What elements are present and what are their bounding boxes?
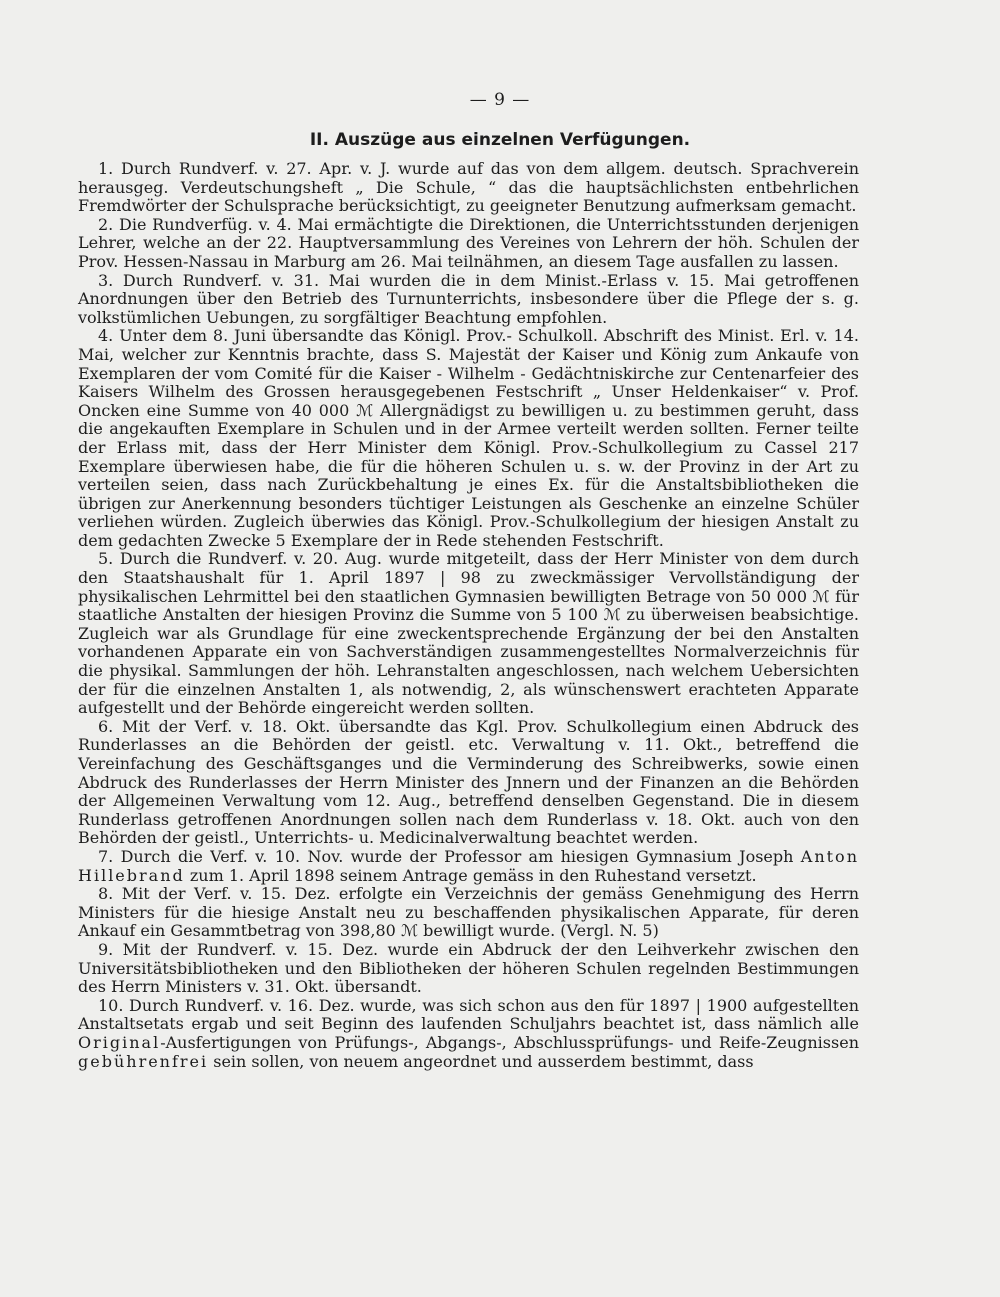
paragraph-4: 4. Unter dem 8. Juni übersandte das Königl. Prov.- Schulkoll. Abschrift des Minist. Erl. v. 14. Mai, welcher zur Kenntnis brachte, dass S. Majestät der Kaiser und König zum Ankaufe von Exemplaren der vom Comité für die Kaiser - Wilhelm - Gedächtniskirche zur Centenarfeier des Kaisers Wilhelm des Grossen herausgegebenen Festschrift „ Unser Heldenkaiser“ v. Prof. Oncken eine Summe von 40 000 ℳ Allergnädigst zu bewilligen u. zu bestimmen geruht, dass die angekauften Exemplare in Schulen und in der Armee verteilt werden sollten. Ferner teilte der Erlass mit, dass der Herr Minister dem Königl. Prov.-Schulkollegium zu Cassel 217 Exemplare überwiesen habe, die für die höheren Schulen u. s. w. der Provinz in der Art zu verteilen seien, dass nach Zurückbehaltung je eines Ex. für die Anstaltsbibliotheken die übrigen zur Anerkennung besonders tüchtiger Leistungen als Geschenke an einzelne Schüler verliehen würden. Zugleich überwies das Königl. Prov.-Schulkollegium der hiesigen Anstalt zu dem gedachten Zwecke 5 Exemplare der in Rede stehenden Festschrift. (78, 326, 859, 550)
paragraph-7-text: 7. Durch die Verf. v. 10. Nov. wurde der Professor am hiesigen Gymnasium Joseph (98, 846, 801, 866)
paragraph-10 (78, 997, 859, 1071)
paragraph-3: 3. Durch Rundverf. v. 31. Mai wurden die in dem Minist.-Erlass v. 15. Mai getroffenen Anordnungen über den Betrieb des Turnunterrichts, insbesondere über die Pflege der s. g. volkstümlichen Uebungen, zu sorgfältiger Beachtung empfohlen. (78, 270, 859, 327)
page-number: — 9 — (469, 90, 531, 110)
paragraph-9: 9. Mit der Rundverf. v. 15. Dez. wurde ein Abdruck der den Leihverkehr zwischen den Universitätsbibliotheken und den Bibliotheken der höheren Schulen regelnden Bestimmungen des Herrn Ministers v. 31. Okt. übersandt. (78, 939, 859, 997)
paragraph-10-text: 10. Durch Rundverf. v. 16. Dez. wurde, was sich schon aus den für 1897 | 1900 aufgestellten Anstaltsetats ergab und seit Beginn des laufenden Schuljahrs beachtet ist, dass nämlich alle (78, 995, 859, 1034)
paragraph-5: 5. Durch die Rundverf. v. 20. Aug. wurde mitgeteilt, dass der Herr Minister von dem durch den Staatshaushalt für 1. April 1897 | 98 zu zweckmässiger Vervollständigung der physikalischen Lehrmittel bei den staatlichen Gymnasien bewilligten Betrage von 50 000 ℳ für staatliche Anstalten der hiesigen Provinz die Summe von 5 100 ℳ zu überweisen beabsichtige. Zugleich war als Grundlage für eine zweckentsprechende Ergänzung der bei den Anstalten vorhandenen Apparate ein von Sachverständigen zusammengestelltes Normalverzeichnis für die physikal. Sammlungen der höh. Lehranstalten angeschlossen, nach welchem Uebersichten der für die einzelnen Anstalten 1, als notwendig, 2, als wünschenswert erachteten Apparate aufgestellt und der Behörde eingereicht werden sollten. (78, 549, 859, 718)
paragraph-10-text-end: sein sollen, von neuem angeordnet und ausserdem bestimmt, dass (208, 1051, 754, 1071)
paragraph-7-text-end: zum 1. April 1898 seinem Antrage gemäss in den Ruhestand versetzt. (184, 865, 757, 885)
person-name: Anton Hillebrand (78, 846, 859, 885)
emphasis-gebuehrenfrei: gebührenfrei (78, 1051, 209, 1071)
section-heading: II. Auszüge aus einzelnen Verfügungen. (309, 130, 691, 150)
paragraph-6: 6. Mit der Verf. v. 18. Okt. übersandte das Kgl. Prov. Schulkollegium einen Abdruck des Runderlasses an die Behörden der geistl. etc. Verwaltung v. 11. Okt., betreffend die Vereinfachung des Geschäftsganges und die Verminderung des Schreibwerks, sowie einen Abdruck des Runderlasses der Herrn Minister des Jnnern und der Finanzen an die Behörden der Allgemeinen Verwaltung vom 12. Aug., betreffend denselben Gegenstand. Die in diesem Runderlass getroffenen Anordnungen sollen nach dem Runderlass v. 18. Okt. auch von den Behörden der geistl., Unterrichts- u. Medicinalverwaltung beachtet werden. (78, 716, 859, 848)
paragraph-10-text-mid: -Ausfertigungen von Prüfungs-, Abgangs-, Abschlussprüfungs- und Reife-Zeugnissen (160, 1032, 859, 1052)
paragraph-2: 2. Die Rundverfüg. v. 4. Mai ermächtigte die Direktionen, die Unterrichtsstunden derjenigen Lehrer, welche an der 22. Hauptversammlung des Vereines von Lehrern der höh. Schulen der Prov. Hessen-Nassau in Marburg am 26. Mai teilnähmen, an diesem Tage ausfallen zu lassen. (78, 214, 859, 271)
emphasis-original: Original (78, 1032, 161, 1052)
paragraph-1: 1. Durch Rundverf. v. 27. Apr. v. J. wurde auf das von dem allgem. deutsch. Sprachverein herausgeg. Verdeutschungsheft „ Die Schule, “ das die hauptsächlichsten entbehrlichen Fremdwörter der Schulsprache berücksichtigt, zu geeigneter Benutzung aufmerksam gemacht. (78, 159, 859, 216)
paragraph-8: 8. Mit der Verf. v. 15. Dez. erfolgte ein Verzeichnis der gemäss Genehmigung des Herrn Ministers für die hiesige Anstalt neu zu beschaffenden physikalischen Apparate, für deren Ankauf ein Gesammtbetrag von 398,80 ℳ bewilligt wurde. (Vergl. N. 5) (78, 884, 859, 941)
paragraph-7 (78, 848, 859, 885)
body-text (78, 160, 859, 1071)
